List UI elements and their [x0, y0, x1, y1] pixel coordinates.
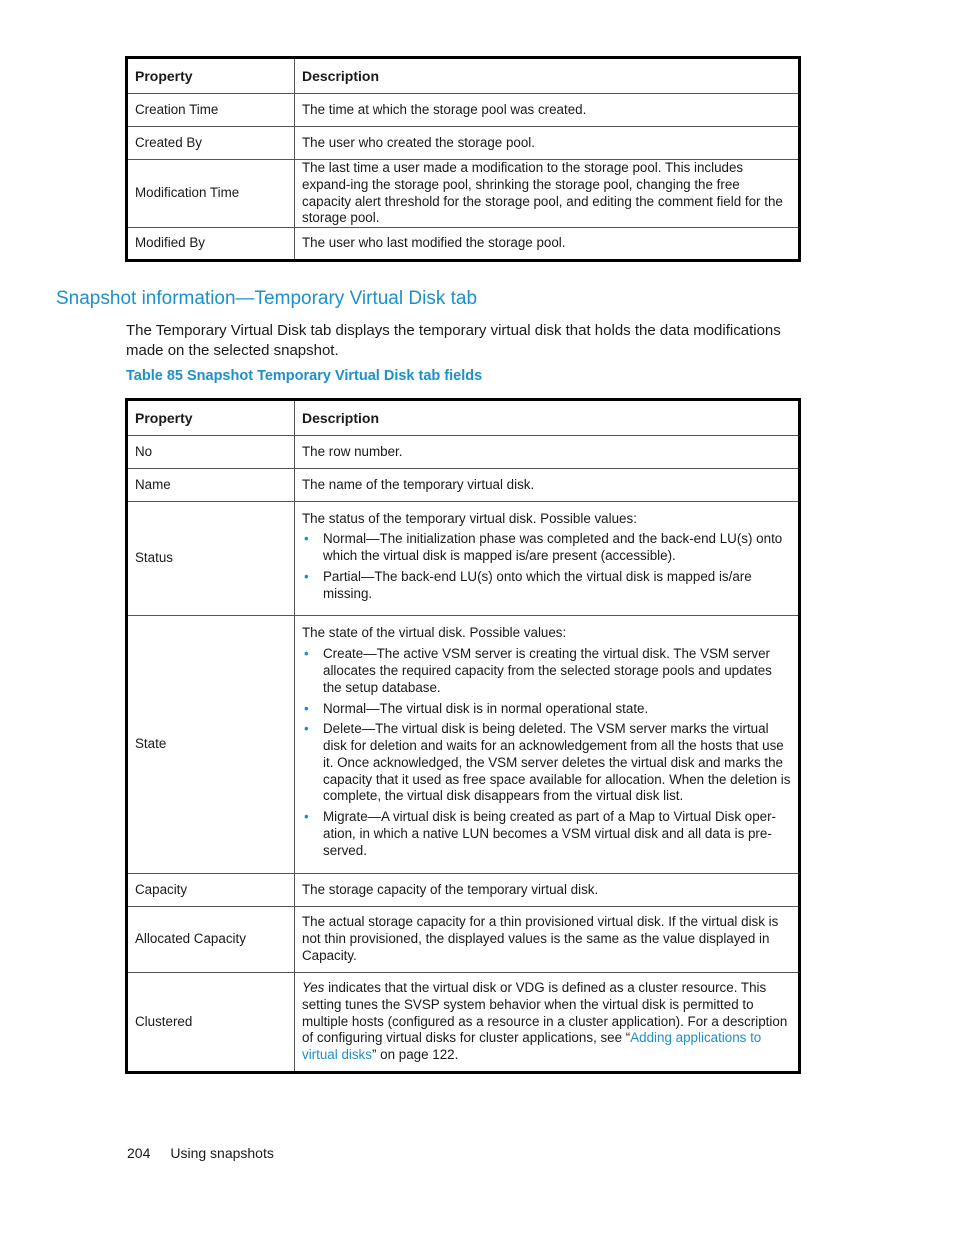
column-header-property: Property [127, 400, 295, 436]
page-number: 204 [127, 1145, 151, 1161]
list-item-text: Partial—The back-end LU(s) onto which the virtual disk is mapped is/are missing. [323, 568, 752, 601]
property-cell: Modified By [127, 228, 295, 261]
column-header-property: Property [127, 58, 295, 94]
table-row [127, 436, 800, 469]
property-cell: Created By [127, 127, 295, 160]
table-row [127, 469, 800, 502]
description-cell: The last time a user made a modification to the storage pool. This includes expand-ing the storage pool, shrinking the storage pool, changing the free capacity alert threshold for the storage pool, and editing the comment field for the storage pool. [295, 160, 800, 228]
temporary-virtual-disk-fields-table [125, 398, 801, 1074]
page-reference: ” on page 122. [371, 1047, 459, 1063]
list-item [302, 569, 792, 603]
bullet-icon: • [304, 646, 309, 662]
table-row [127, 160, 800, 228]
bullet-list [302, 646, 792, 860]
description-cell: The storage capacity of the temporary virtual disk. [295, 874, 800, 907]
table-row [127, 94, 800, 127]
table-row [127, 973, 800, 1073]
property-cell: State [127, 616, 295, 874]
description-cell [295, 616, 800, 874]
property-cell: Status [127, 502, 295, 616]
list-item-text: Create—The active VSM server is creating the virtual disk. The VSM server allocates the required capacity from the selected storage pools and updates the setup database. [323, 646, 772, 695]
description-cell: The actual storage capacity for a thin provisioned virtual disk. If the virtual disk is not thin provisioned, the displayed values is the same as the value displayed in Capacity. [295, 907, 800, 973]
table-row [127, 616, 800, 874]
section-heading: Snapshot information—Temporary Virtual Disk tab [56, 288, 478, 309]
list-item [302, 721, 792, 805]
description-cell: The name of the temporary virtual disk. [295, 469, 800, 502]
chapter-title: Using snapshots [170, 1145, 274, 1161]
table-header-row [127, 400, 800, 436]
property-cell: Clustered [127, 973, 295, 1073]
property-cell: No [127, 436, 295, 469]
yes-term: Yes [302, 980, 325, 995]
description-cell: The time at which the storage pool was created. [295, 94, 800, 127]
bullet-icon: • [304, 721, 309, 737]
description-intro: The status of the temporary virtual disk. Possible values: [302, 510, 637, 526]
table-header-row [127, 58, 800, 94]
description-cell: The row number. [295, 436, 800, 469]
description-cell [295, 973, 800, 1073]
table-row [127, 907, 800, 973]
list-item-text: Migrate—A virtual disk is being created as part of a Map to Virtual Disk oper-ation, in which a native LUN becomes a VSM virtual disk and all data is pre-served. [323, 809, 777, 858]
property-cell: Creation Time [127, 94, 295, 127]
property-cell: Modification Time [127, 160, 295, 228]
clustered-description: indicates that the virtual disk or VDG is defined as a cluster resource. This setting tunes the SVSP system behavior when the virtual disk is permitted to multiple hosts (configured as a resource in a cluster application). For a description of configuring virtual disks for cluster applications, see “ [302, 980, 788, 1046]
property-cell: Capacity [127, 874, 295, 907]
list-item-text: Delete—The virtual disk is being deleted. The VSM server marks the virtual disk for deletion and waits for an acknowledgement from all the hosts that use it. Once acknowledged, the VSM server deletes the virtual disk and marks the capacity that it used as free space available for allocation. When the deletion is complete, the virtual disk disappears from the virtual disk list. [323, 721, 791, 804]
storage-pool-properties-table [125, 56, 801, 262]
bullet-icon: • [304, 531, 309, 547]
description-cell: The user who last modified the storage pool. [295, 228, 800, 261]
description-intro: The state of the virtual disk. Possible values: [302, 625, 567, 641]
list-item [302, 646, 792, 696]
list-item-text: Normal—The initialization phase was completed and the back-end LU(s) onto which the virtual disk is mapped is/are present (accessible). [323, 531, 783, 564]
description-cell [295, 502, 800, 616]
table-row [127, 502, 800, 616]
column-header-description: Description [295, 400, 800, 436]
page-footer [127, 1145, 274, 1161]
property-cell: Allocated Capacity [127, 907, 295, 973]
bullet-icon: • [304, 700, 309, 716]
list-item [302, 531, 792, 565]
table-row [127, 874, 800, 907]
bullet-icon: • [304, 809, 309, 825]
list-item-text: Normal—The virtual disk is in normal operational state. [323, 700, 649, 716]
bullet-icon: • [304, 568, 309, 584]
table-caption: Table 85 Snapshot Temporary Virtual Disk tab fields [126, 368, 483, 384]
column-header-description: Description [295, 58, 800, 94]
adding-applications-link[interactable]: Adding applications to virtual disks [302, 1030, 762, 1063]
description-cell: The user who created the storage pool. [295, 127, 800, 160]
table-row [127, 228, 800, 261]
section-intro: The Temporary Virtual Disk tab displays the temporary virtual disk that holds the data modifications made on the selected snapshot. [126, 322, 781, 359]
list-item [302, 701, 792, 718]
property-cell: Name [127, 469, 295, 502]
bullet-list [302, 531, 792, 602]
list-item [302, 809, 792, 859]
table-row [127, 127, 800, 160]
